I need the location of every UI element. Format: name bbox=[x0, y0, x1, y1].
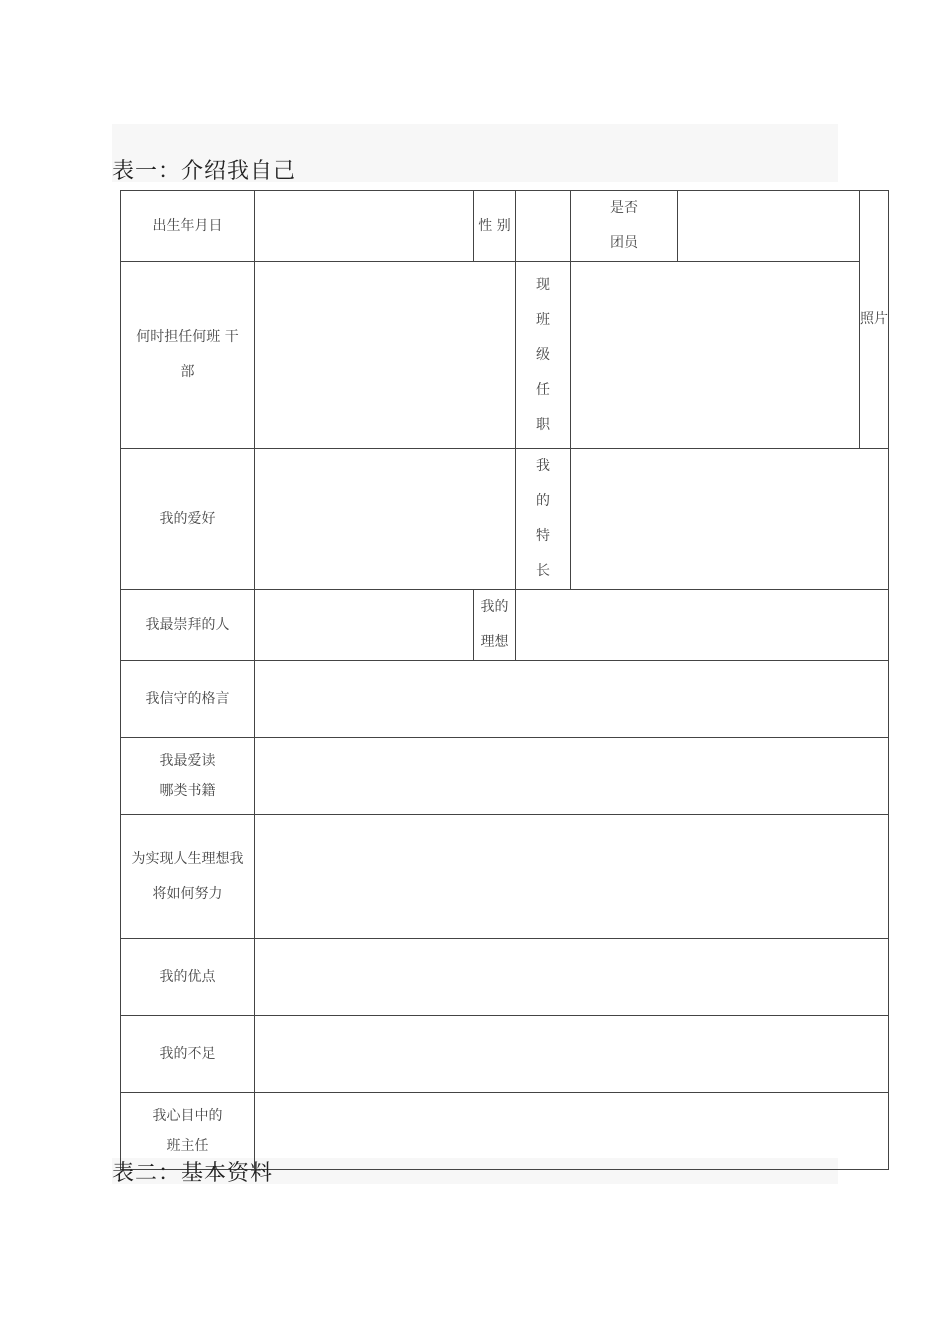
specialty-field[interactable] bbox=[571, 449, 889, 590]
league-member-field[interactable] bbox=[678, 191, 860, 262]
strengths-field[interactable] bbox=[255, 939, 889, 1016]
favorite-books-label: 我最爱读 哪类书籍 bbox=[121, 738, 255, 815]
effort-field[interactable] bbox=[255, 815, 889, 939]
admired-person-label: 我最崇拜的人 bbox=[121, 590, 255, 661]
weaknesses-label: 我的不足 bbox=[121, 1016, 255, 1093]
gender-label: 性 别 bbox=[474, 191, 516, 262]
motto-label: 我信守的格言 bbox=[121, 661, 255, 738]
effort-label: 为实现人生理想我 将如何努力 bbox=[121, 815, 255, 939]
gender-field[interactable] bbox=[516, 191, 571, 262]
birth-date-label: 出生年月日 bbox=[121, 191, 255, 262]
league-member-label: 是否 团员 bbox=[571, 191, 678, 262]
current-position-field[interactable] bbox=[571, 262, 860, 449]
motto-field[interactable] bbox=[255, 661, 889, 738]
strengths-label: 我的优点 bbox=[121, 939, 255, 1016]
ideal-teacher-label: 我心目中的 班主任 bbox=[121, 1093, 255, 1170]
cadre-history-label: 何时担任何班 干 部 bbox=[121, 262, 255, 449]
table1-heading: 表一：介绍我自己 bbox=[112, 159, 297, 184]
hobby-field[interactable] bbox=[255, 449, 516, 590]
introduce-myself-form bbox=[120, 190, 889, 1170]
current-position-label: 现 班 级 任 职 bbox=[516, 262, 571, 449]
hobby-label: 我的爱好 bbox=[121, 449, 255, 590]
table2-heading: 表二：基本资料 bbox=[112, 1161, 274, 1186]
ideal-label: 我的 理想 bbox=[474, 590, 516, 661]
photo-cell[interactable]: 照片 bbox=[860, 191, 889, 449]
favorite-books-field[interactable] bbox=[255, 738, 889, 815]
ideal-teacher-field[interactable] bbox=[255, 1093, 889, 1170]
weaknesses-field[interactable] bbox=[255, 1016, 889, 1093]
specialty-label: 我 的 特 长 bbox=[516, 449, 571, 590]
cadre-history-field[interactable] bbox=[255, 262, 516, 449]
birth-date-field[interactable] bbox=[255, 191, 474, 262]
admired-person-field[interactable] bbox=[255, 590, 474, 661]
ideal-field[interactable] bbox=[516, 590, 889, 661]
